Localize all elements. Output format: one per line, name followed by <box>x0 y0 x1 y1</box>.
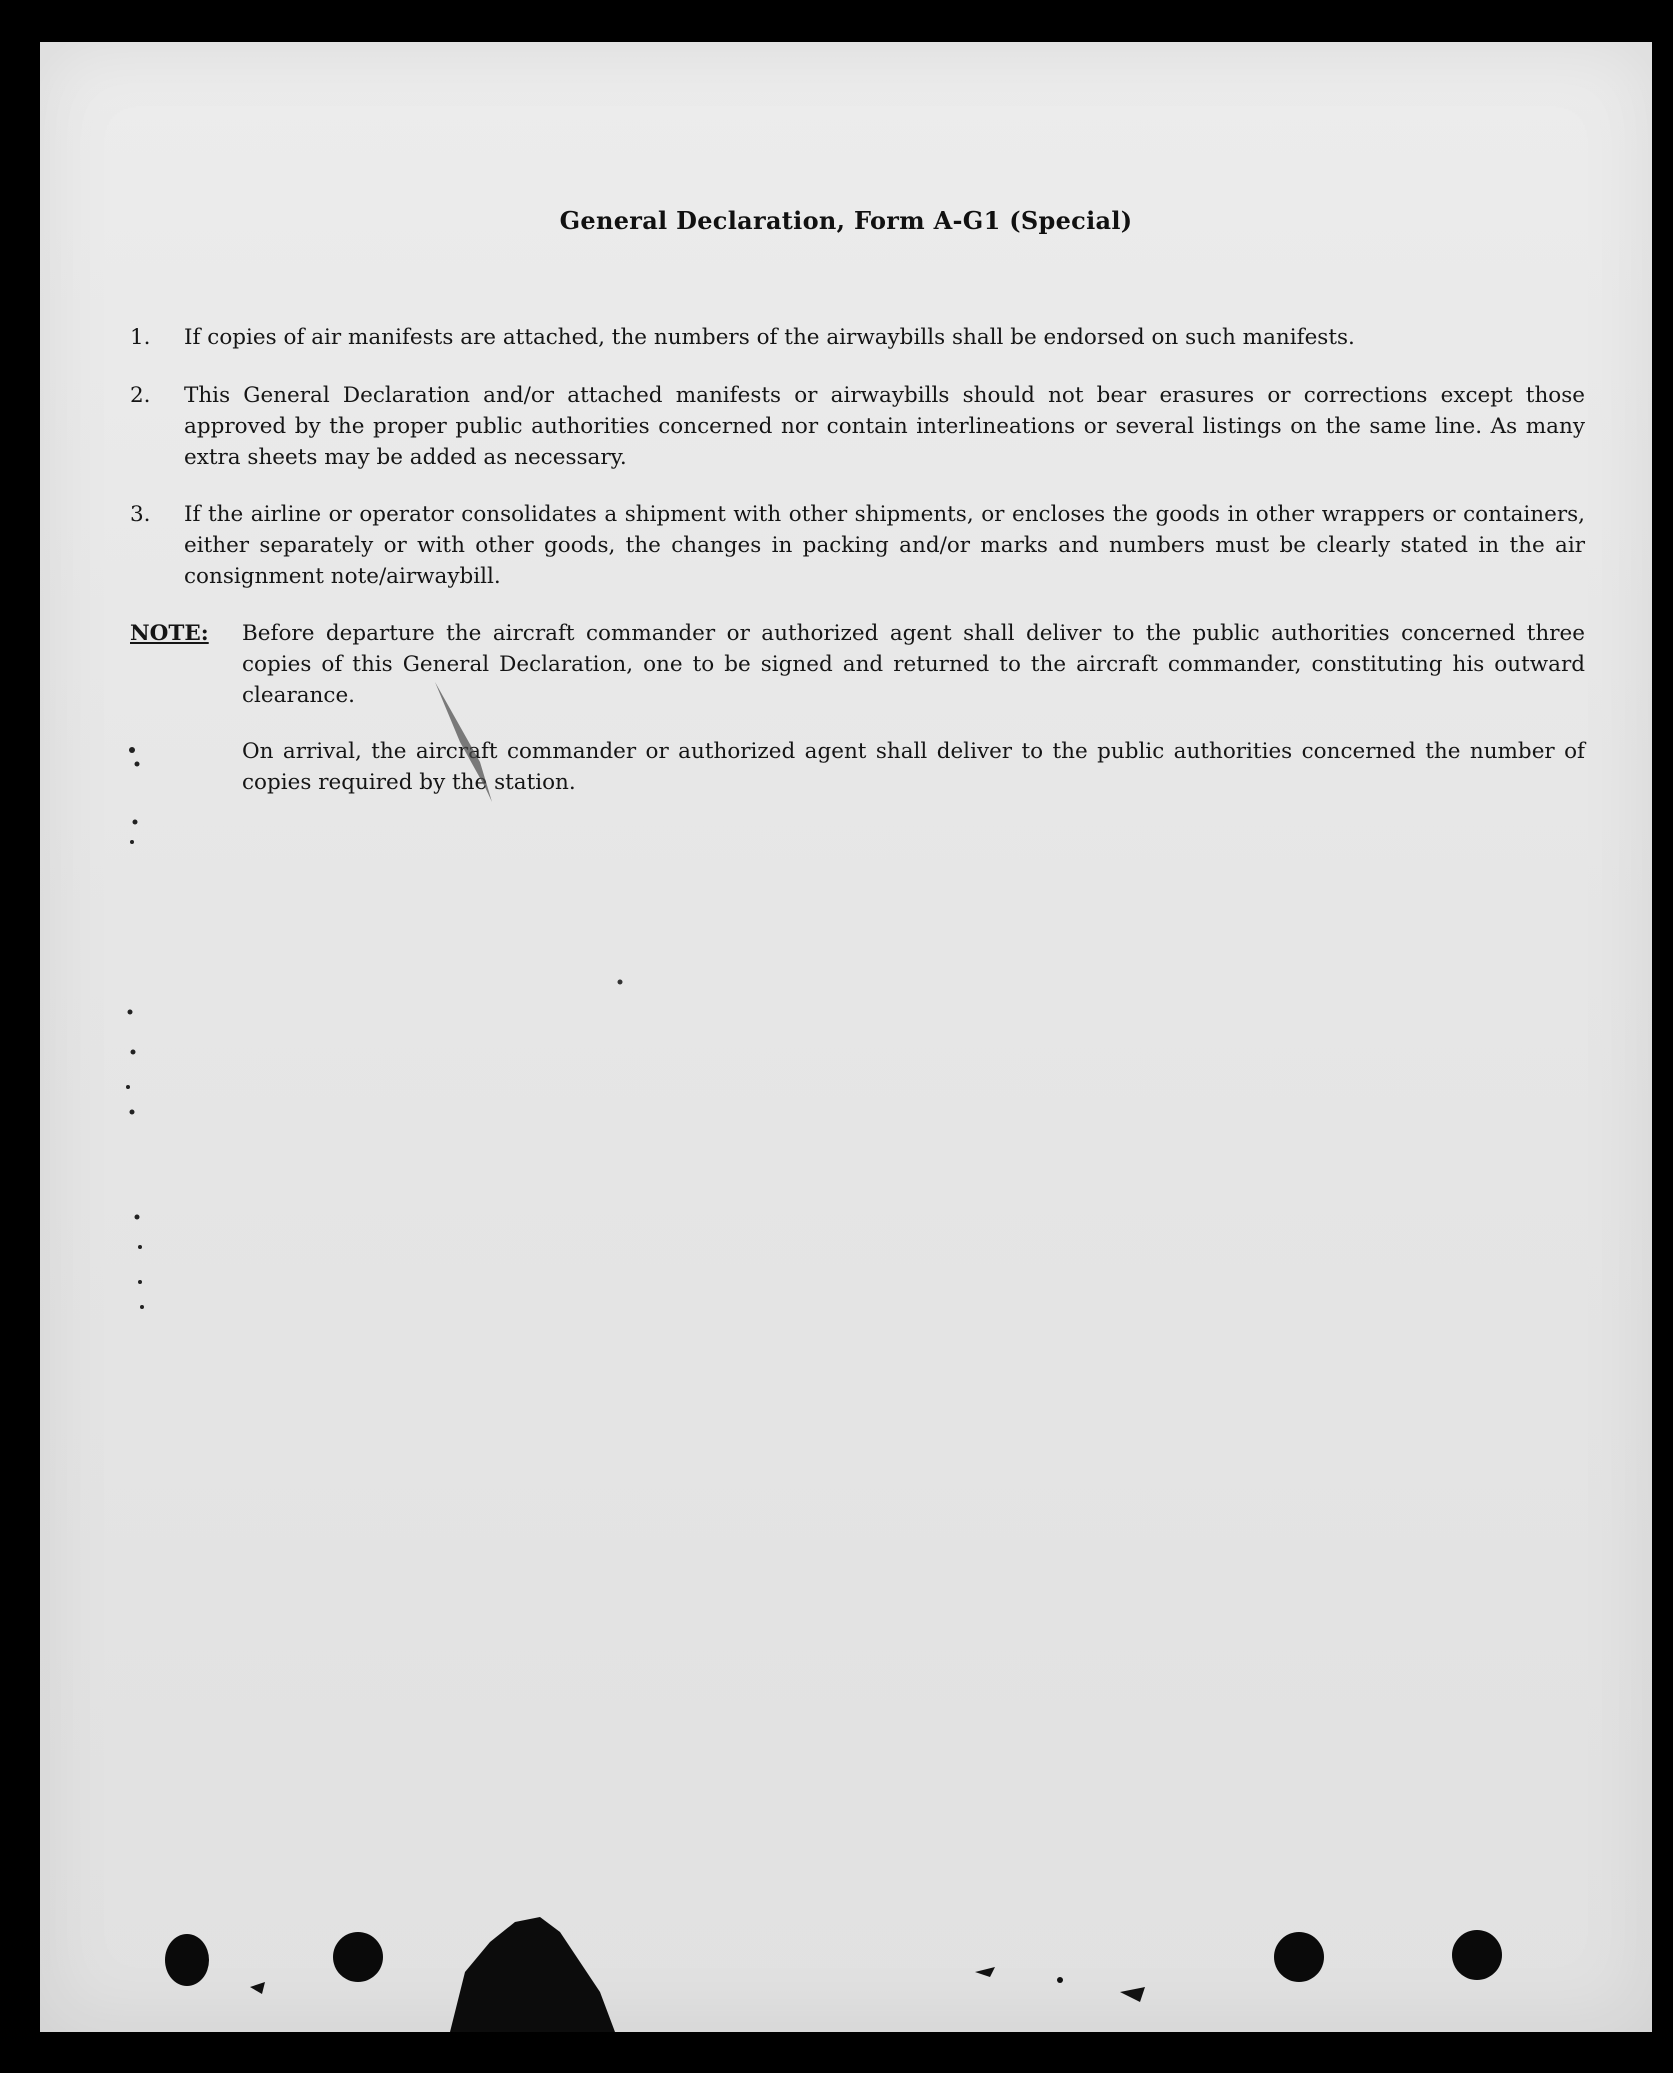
document-page <box>40 42 1652 2032</box>
list-item-number: 3. <box>130 502 151 527</box>
list-item-number: 2. <box>130 383 151 408</box>
note-label: NOTE: <box>130 621 209 646</box>
scan-artifacts <box>40 42 1652 2032</box>
list-item-text: This General Declaration and/or attached manifests or airwaybills should not bear erasures or corrections except those approved by the proper public authorities concerned nor contain interlineations or several listings on the same line. As many extra sheets may be added as necessary. <box>184 383 1585 470</box>
note-paragraph-2: On arrival, the aircraft commander or authorized agent shall deliver to the public authorities concerned the number of copies required by the station. <box>242 739 1585 795</box>
list-item-text: If the airline or operator consolidates a shipment with other shipments, or encloses the goods in other wrappers or containers, either separately or with other goods, the changes in packing and/or marks and numbers must be clearly stated in the air consignment note/airwaybill. <box>184 502 1585 589</box>
list-item-text: If copies of air manifests are attached, the numbers of the airwaybills shall be endorsed on such manifests. <box>184 325 1355 350</box>
note-paragraph-1: Before departure the aircraft commander or authorized agent shall deliver to the public authorities concerned three copies of this General Declaration, one to be signed and returned to the aircraft commander, constituting his outward clearance. <box>242 621 1585 708</box>
document-title: General Declaration, Form A-G1 (Special) <box>559 206 1133 235</box>
list-item-number: 1. <box>130 325 151 350</box>
